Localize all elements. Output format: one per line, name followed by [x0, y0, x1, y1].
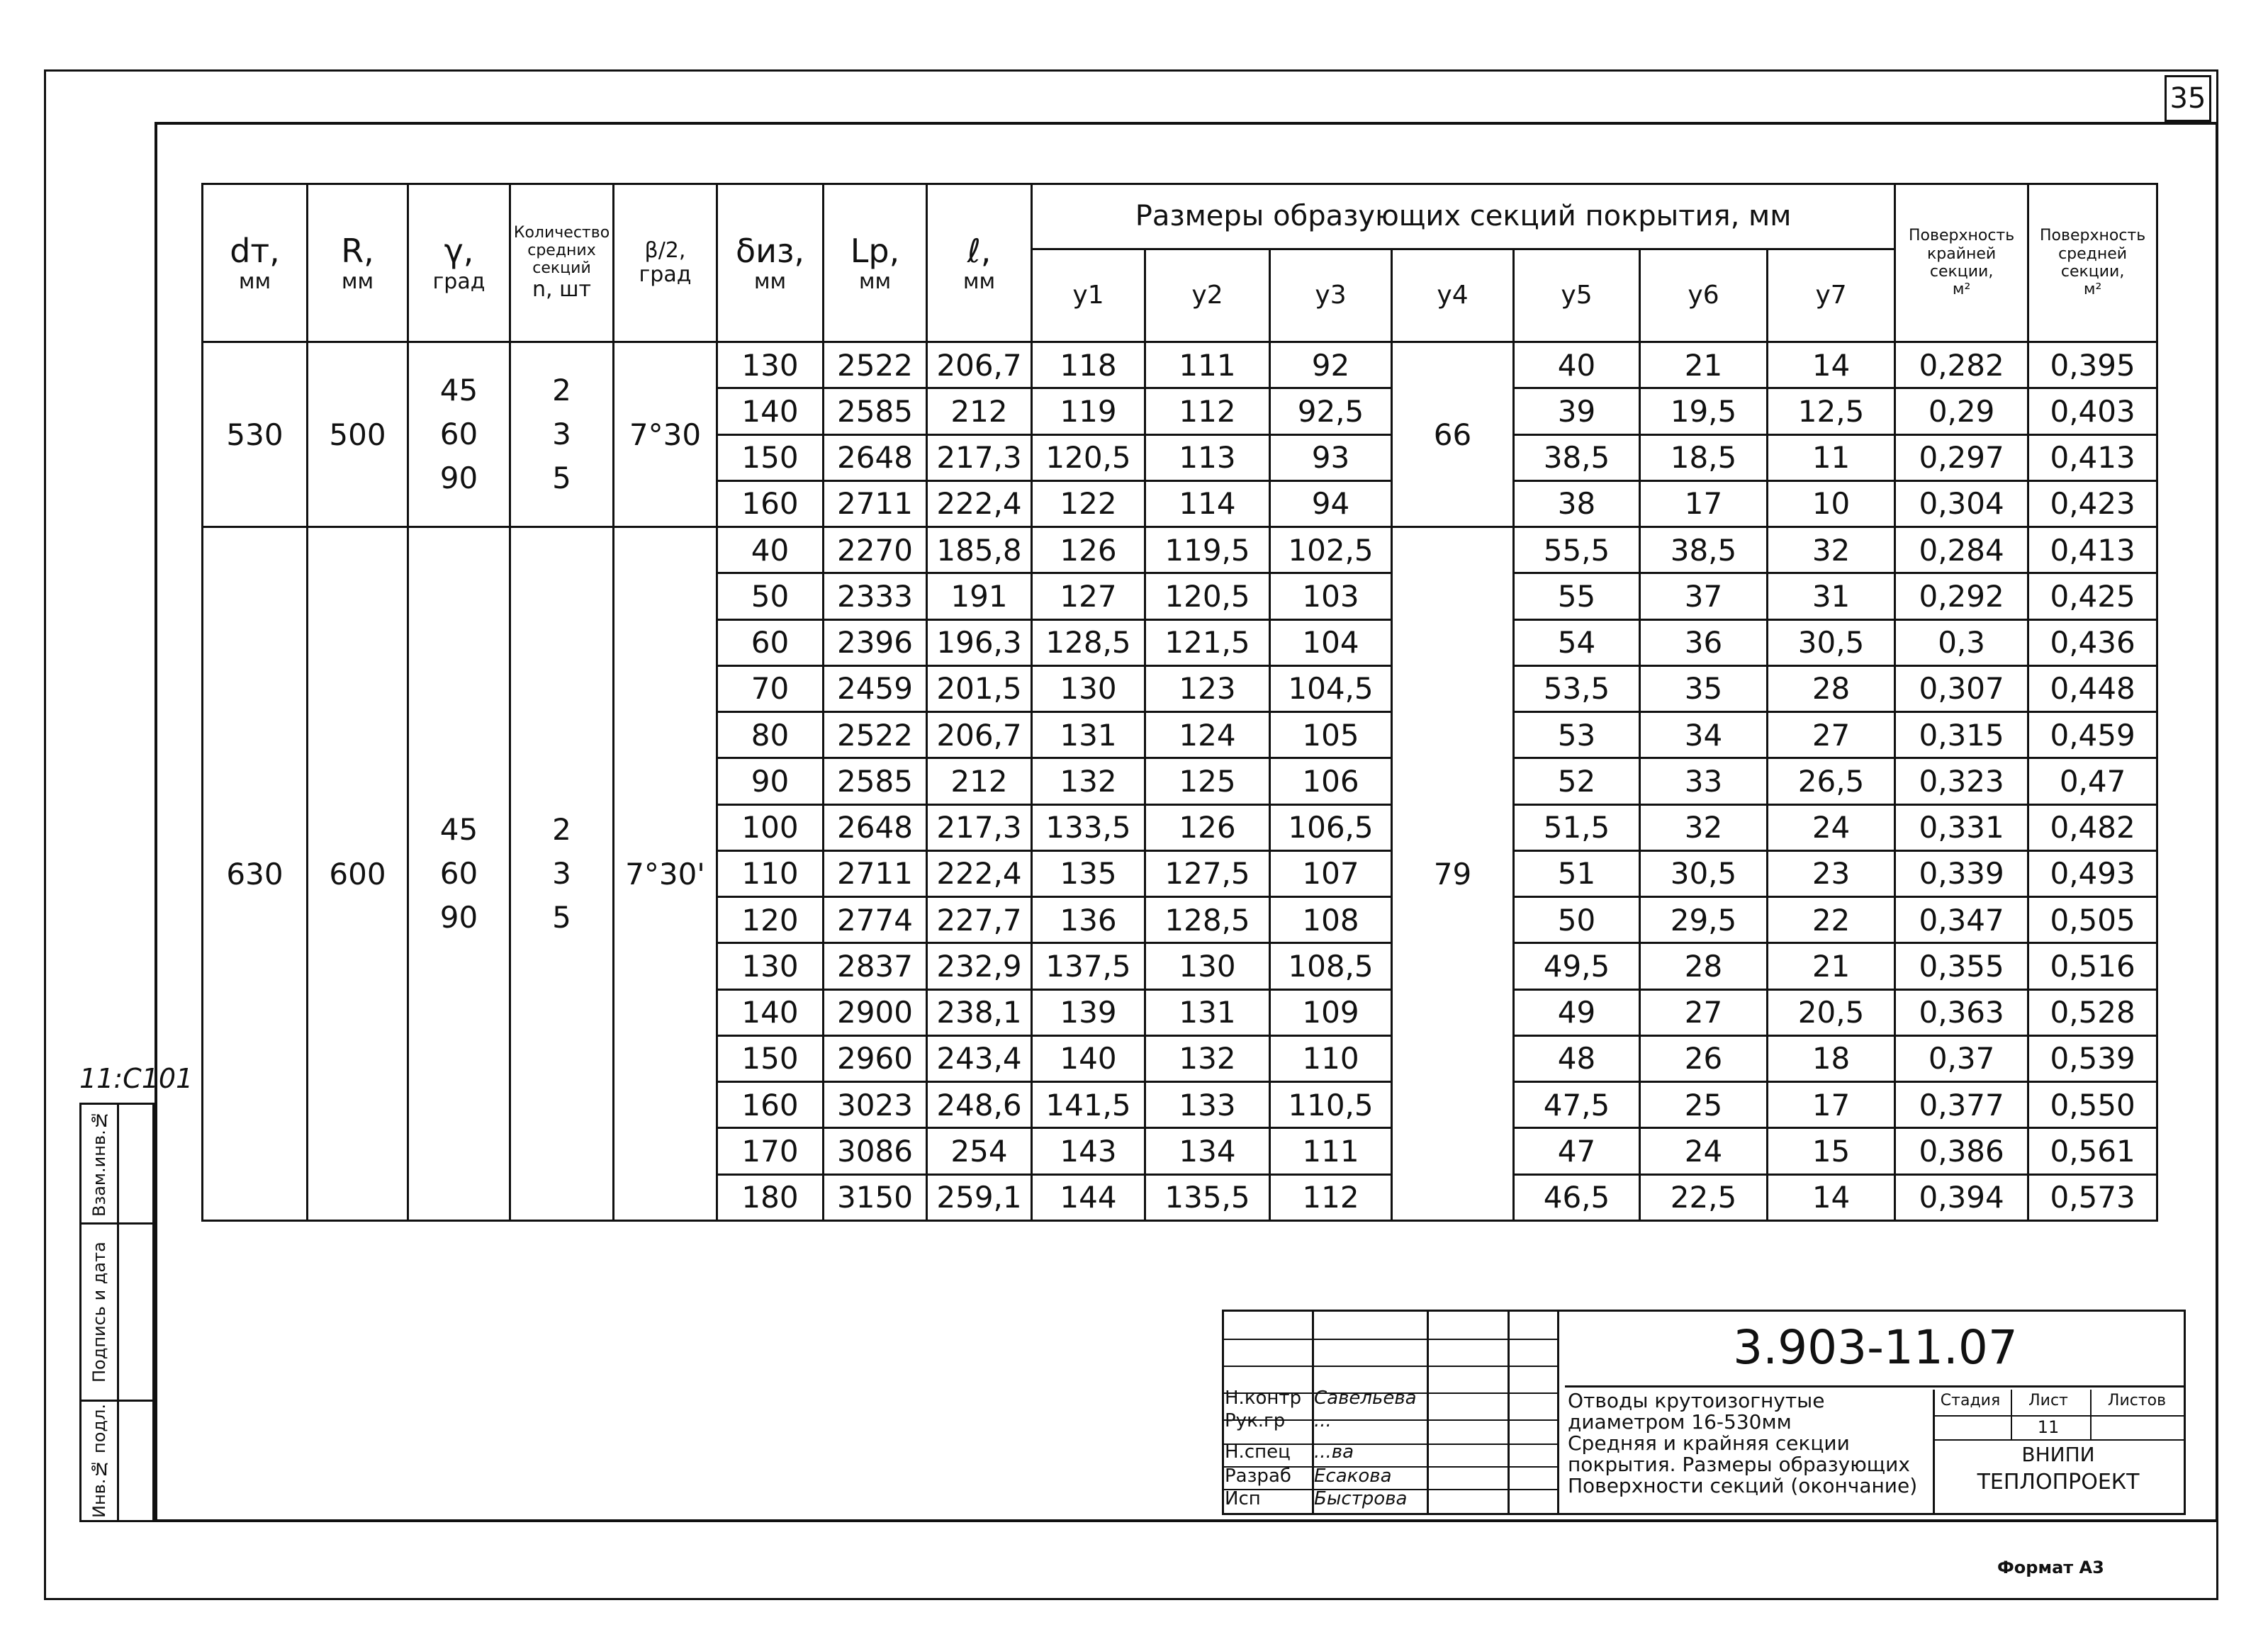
- cell-delta: 140: [717, 989, 824, 1035]
- cell-y1: 122: [1032, 480, 1145, 527]
- cell-surface-mid: 0,516: [2028, 943, 2157, 989]
- cell-y7: 23: [1768, 850, 1895, 896]
- cell-y6: 22,5: [1640, 1174, 1768, 1220]
- cell-y3: 108: [1270, 897, 1392, 943]
- side-stamp: [79, 1103, 155, 1522]
- tb-name-5: Быстрова: [1314, 1488, 1408, 1509]
- cell-y3: 93: [1270, 434, 1392, 480]
- cell-delta: 150: [717, 1035, 824, 1081]
- header-dt: dт, мм: [203, 184, 308, 342]
- cell-y3: 109: [1270, 989, 1392, 1035]
- cell-l: 243,4: [927, 1035, 1032, 1081]
- cell-surface-mid: 0,436: [2028, 619, 2157, 665]
- cell-y3: 105: [1270, 712, 1392, 758]
- cell-surface-mid: 0,561: [2028, 1128, 2157, 1174]
- cell-y3: 104: [1270, 619, 1392, 665]
- cell-y6: 18,5: [1640, 434, 1768, 480]
- cell-y7: 12,5: [1768, 388, 1895, 434]
- cell-lp: 2960: [824, 1035, 927, 1081]
- cell-y3: 92: [1270, 342, 1392, 388]
- gamma-value: 90: [439, 900, 478, 935]
- cell-y3: 106,5: [1270, 804, 1392, 850]
- cell-y2: 127,5: [1145, 850, 1270, 896]
- archive-number: 11:C101: [79, 1063, 193, 1094]
- cell-y1: 133,5: [1032, 804, 1145, 850]
- header-y3: y3: [1270, 249, 1392, 342]
- cell-y7: 20,5: [1768, 989, 1895, 1035]
- cell-y5: 50: [1514, 897, 1640, 943]
- cell-lp: 3150: [824, 1174, 927, 1220]
- cell-surface-mid: 0,539: [2028, 1035, 2157, 1081]
- cell-surface-end: 0,377: [1895, 1082, 2028, 1128]
- cell-surface-mid: 0,413: [2028, 434, 2157, 480]
- cell-l: 212: [927, 758, 1032, 804]
- header-sizes-title: Размеры образующих секций покрытия, мм: [1032, 184, 1895, 249]
- group2-r: 600: [308, 527, 408, 1221]
- side-label-replace: Взам.инв.№: [89, 1110, 109, 1217]
- cell-delta: 100: [717, 804, 824, 850]
- cell-y6: 34: [1640, 712, 1768, 758]
- cell-lp: 2522: [824, 712, 927, 758]
- cell-y2: 111: [1145, 342, 1270, 388]
- cell-y1: 140: [1032, 1035, 1145, 1081]
- cell-y3: 110,5: [1270, 1082, 1392, 1128]
- cell-surface-mid: 0,528: [2028, 989, 2157, 1035]
- cell-l: 206,7: [927, 712, 1032, 758]
- section-count-value: 3: [552, 856, 571, 891]
- section-count-value: 5: [552, 461, 571, 496]
- cell-y1: 120,5: [1032, 434, 1145, 480]
- cell-l: 248,6: [927, 1082, 1032, 1128]
- cell-l: 217,3: [927, 434, 1032, 480]
- group2-n: [510, 527, 614, 1221]
- side-label-inventory: Инв.№ подл.: [89, 1404, 109, 1519]
- cell-y5: 48: [1514, 1035, 1640, 1081]
- cell-y6: 37: [1640, 573, 1768, 619]
- cell-y6: 35: [1640, 665, 1768, 711]
- cell-y6: 25: [1640, 1082, 1768, 1128]
- sections-table: [201, 183, 2158, 1222]
- section-count-value: 5: [552, 900, 571, 935]
- cell-y3: 112: [1270, 1174, 1392, 1220]
- cell-y5: 55: [1514, 573, 1640, 619]
- cell-y7: 32: [1768, 527, 1895, 573]
- cell-y1: 136: [1032, 897, 1145, 943]
- cell-y5: 53: [1514, 712, 1640, 758]
- cell-y5: 38: [1514, 480, 1640, 527]
- cell-y5: 47,5: [1514, 1082, 1640, 1128]
- cell-y7: 26,5: [1768, 758, 1895, 804]
- cell-y7: 28: [1768, 665, 1895, 711]
- header-y5: y5: [1514, 249, 1640, 342]
- cell-delta: 110: [717, 850, 824, 896]
- org-line-2: ТЕПЛОПРОЕКТ: [1977, 1470, 2140, 1495]
- cell-y1: 128,5: [1032, 619, 1145, 665]
- cell-surface-mid: 0,550: [2028, 1082, 2157, 1128]
- group2-gamma: [408, 527, 510, 1221]
- cell-y2: 131: [1145, 989, 1270, 1035]
- cell-y7: 10: [1768, 480, 1895, 527]
- cell-y3: 110: [1270, 1035, 1392, 1081]
- cell-y2: 126: [1145, 804, 1270, 850]
- document-code: 3.903-11.07: [1565, 1310, 2186, 1388]
- cell-lp: 2522: [824, 342, 927, 388]
- cell-y1: 130: [1032, 665, 1145, 711]
- cell-lp: 2585: [824, 758, 927, 804]
- cell-y5: 51,5: [1514, 804, 1640, 850]
- cell-y2: 135,5: [1145, 1174, 1270, 1220]
- cell-y1: 118: [1032, 342, 1145, 388]
- cell-surface-mid: 0,423: [2028, 480, 2157, 527]
- cell-surface-end: 0,315: [1895, 712, 2028, 758]
- group1-gamma: [408, 342, 510, 527]
- cell-y2: 130: [1145, 943, 1270, 989]
- header-lp: Lр, мм: [824, 184, 927, 342]
- cell-y1: 137,5: [1032, 943, 1145, 989]
- cell-delta: 160: [717, 480, 824, 527]
- cell-surface-mid: 0,505: [2028, 897, 2157, 943]
- org-line-1: ВНИПИ: [2021, 1443, 2095, 1466]
- gamma-value: 60: [439, 856, 478, 891]
- group2-dt: 630: [203, 527, 308, 1221]
- cell-surface-end: 0,304: [1895, 480, 2028, 527]
- cell-surface-end: 0,37: [1895, 1035, 2028, 1081]
- cell-y7: 22: [1768, 897, 1895, 943]
- tb-role-5: Исп: [1225, 1488, 1261, 1509]
- cell-lp: 2270: [824, 527, 927, 573]
- cell-y2: 124: [1145, 712, 1270, 758]
- cell-surface-end: 0,394: [1895, 1174, 2028, 1220]
- cell-y5: 51: [1514, 850, 1640, 896]
- section-count-value: 2: [552, 812, 571, 848]
- cell-surface-mid: 0,403: [2028, 388, 2157, 434]
- header-r: R, мм: [308, 184, 408, 342]
- cell-lp: 2774: [824, 897, 927, 943]
- cell-y6: 24: [1640, 1128, 1768, 1174]
- cell-y3: 102,5: [1270, 527, 1392, 573]
- cell-surface-end: 0,29: [1895, 388, 2028, 434]
- cell-l: 222,4: [927, 850, 1032, 896]
- cell-surface-end: 0,282: [1895, 342, 2028, 388]
- cell-y1: 127: [1032, 573, 1145, 619]
- cell-y6: 32: [1640, 804, 1768, 850]
- section-count-value: 3: [552, 417, 571, 452]
- cell-l: 191: [927, 573, 1032, 619]
- cell-surface-mid: 0,459: [2028, 712, 2157, 758]
- cell-l: 238,1: [927, 989, 1032, 1035]
- cell-lp: 2711: [824, 850, 927, 896]
- cell-surface-end: 0,297: [1895, 434, 2028, 480]
- cell-y5: 52: [1514, 758, 1640, 804]
- cell-y2: 128,5: [1145, 897, 1270, 943]
- header-beta: β/2, град: [614, 184, 717, 342]
- cell-y3: 108,5: [1270, 943, 1392, 989]
- gamma-value: 60: [439, 417, 478, 452]
- cell-delta: 120: [717, 897, 824, 943]
- cell-lp: 3086: [824, 1128, 927, 1174]
- cell-surface-mid: 0,425: [2028, 573, 2157, 619]
- header-surface-end: Поверхность крайней секции, м²: [1895, 184, 2028, 342]
- cell-y6: 26: [1640, 1035, 1768, 1081]
- cell-l: 196,3: [927, 619, 1032, 665]
- cell-y5: 54: [1514, 619, 1640, 665]
- cell-y7: 30,5: [1768, 619, 1895, 665]
- cell-delta: 140: [717, 388, 824, 434]
- cell-y5: 47: [1514, 1128, 1640, 1174]
- cell-lp: 2648: [824, 804, 927, 850]
- cell-y5: 49: [1514, 989, 1640, 1035]
- cell-surface-mid: 0,47: [2028, 758, 2157, 804]
- cell-y6: 27: [1640, 989, 1768, 1035]
- cell-y3: 106: [1270, 758, 1392, 804]
- cell-y3: 111: [1270, 1128, 1392, 1174]
- cell-surface-mid: 0,573: [2028, 1174, 2157, 1220]
- cell-y7: 27: [1768, 712, 1895, 758]
- cell-y1: 131: [1032, 712, 1145, 758]
- cell-y7: 14: [1768, 342, 1895, 388]
- cell-y1: 143: [1032, 1128, 1145, 1174]
- cell-y5: 40: [1514, 342, 1640, 388]
- cell-y5: 53,5: [1514, 665, 1640, 711]
- group2-y4: 79: [1392, 527, 1514, 1221]
- sheet-label: Лист: [2028, 1392, 2068, 1409]
- gamma-value: 90: [439, 461, 478, 496]
- document-description: Отводы крутоизогнутые диаметром 16-530мм Средняя и крайняя секции покрытия. Размеры образующих Поверхности секций (окончание): [1568, 1389, 1918, 1497]
- cell-delta: 60: [717, 619, 824, 665]
- tb-role-2: Рук.гр: [1225, 1410, 1286, 1431]
- tb-role-3: Н.спец: [1225, 1441, 1291, 1463]
- cell-y7: 18: [1768, 1035, 1895, 1081]
- cell-y3: 94: [1270, 480, 1392, 527]
- cell-surface-end: 0,339: [1895, 850, 2028, 896]
- cell-surface-end: 0,331: [1895, 804, 2028, 850]
- cell-y6: 29,5: [1640, 897, 1768, 943]
- cell-l: 232,9: [927, 943, 1032, 989]
- header-l: ℓ, мм: [927, 184, 1032, 342]
- cell-lp: 2648: [824, 434, 927, 480]
- header-y7: y7: [1768, 249, 1895, 342]
- cell-delta: 80: [717, 712, 824, 758]
- sheet-value: 11: [2037, 1417, 2060, 1437]
- cell-y2: 119,5: [1145, 527, 1270, 573]
- cell-lp: 2837: [824, 943, 927, 989]
- cell-delta: 160: [717, 1082, 824, 1128]
- cell-l: 254: [927, 1128, 1032, 1174]
- side-label-signature: Подпись и дата: [89, 1242, 109, 1383]
- group1-beta: 7°30: [614, 342, 717, 527]
- cell-y2: 113: [1145, 434, 1270, 480]
- cell-y2: 123: [1145, 665, 1270, 711]
- cell-y2: 133: [1145, 1082, 1270, 1128]
- cell-y6: 38,5: [1640, 527, 1768, 573]
- cell-y5: 46,5: [1514, 1174, 1640, 1220]
- header-y4: y4: [1392, 249, 1514, 342]
- header-y2: y2: [1145, 249, 1270, 342]
- cell-lp: 2711: [824, 480, 927, 527]
- tb-name-3: ...ва: [1314, 1441, 1354, 1463]
- cell-y1: 119: [1032, 388, 1145, 434]
- group1-n: [510, 342, 614, 527]
- cell-y7: 11: [1768, 434, 1895, 480]
- group1-dt: 530: [203, 342, 308, 527]
- cell-y3: 104,5: [1270, 665, 1392, 711]
- cell-y5: 55,5: [1514, 527, 1640, 573]
- gamma-value: 45: [439, 812, 478, 848]
- header-gamma: γ, град: [408, 184, 510, 342]
- cell-y5: 38,5: [1514, 434, 1640, 480]
- header-delta: δиз, мм: [717, 184, 824, 342]
- cell-y2: 121,5: [1145, 619, 1270, 665]
- cell-y3: 103: [1270, 573, 1392, 619]
- group1-y4: 66: [1392, 342, 1514, 527]
- cell-y2: 134: [1145, 1128, 1270, 1174]
- cell-delta: 40: [717, 527, 824, 573]
- cell-y1: 132: [1032, 758, 1145, 804]
- cell-l: 259,1: [927, 1174, 1032, 1220]
- cell-y1: 141,5: [1032, 1082, 1145, 1128]
- stage-label: Стадия: [1940, 1392, 2001, 1409]
- cell-y6: 28: [1640, 943, 1768, 989]
- cell-l: 217,3: [927, 804, 1032, 850]
- cell-l: 206,7: [927, 342, 1032, 388]
- cell-l: 227,7: [927, 897, 1032, 943]
- cell-y2: 112: [1145, 388, 1270, 434]
- cell-y2: 132: [1145, 1035, 1270, 1081]
- cell-delta: 50: [717, 573, 824, 619]
- cell-lp: 3023: [824, 1082, 927, 1128]
- cell-y1: 135: [1032, 850, 1145, 896]
- cell-delta: 170: [717, 1128, 824, 1174]
- header-surface-mid: Поверхность средней секции, м²: [2028, 184, 2157, 342]
- cell-y6: 19,5: [1640, 388, 1768, 434]
- cell-y2: 120,5: [1145, 573, 1270, 619]
- tb-role-4: Разраб: [1225, 1465, 1291, 1487]
- cell-y6: 36: [1640, 619, 1768, 665]
- cell-y1: 126: [1032, 527, 1145, 573]
- cell-y7: 15: [1768, 1128, 1895, 1174]
- cell-surface-mid: 0,493: [2028, 850, 2157, 896]
- cell-surface-mid: 0,448: [2028, 665, 2157, 711]
- header-y6: y6: [1640, 249, 1768, 342]
- cell-lp: 2900: [824, 989, 927, 1035]
- cell-y5: 39: [1514, 388, 1640, 434]
- cell-lp: 2396: [824, 619, 927, 665]
- cell-surface-end: 0,323: [1895, 758, 2028, 804]
- cell-delta: 130: [717, 342, 824, 388]
- cell-delta: 180: [717, 1174, 824, 1220]
- cell-y3: 107: [1270, 850, 1392, 896]
- tb-name-1: Савельева: [1314, 1388, 1417, 1409]
- cell-surface-mid: 0,413: [2028, 527, 2157, 573]
- cell-y7: 14: [1768, 1174, 1895, 1220]
- cell-y6: 21: [1640, 342, 1768, 388]
- table-row: [203, 342, 2157, 388]
- cell-lp: 2585: [824, 388, 927, 434]
- cell-surface-end: 0,363: [1895, 989, 2028, 1035]
- cell-l: 201,5: [927, 665, 1032, 711]
- cell-delta: 150: [717, 434, 824, 480]
- cell-delta: 90: [717, 758, 824, 804]
- format-label: Формат А3: [1997, 1558, 2104, 1577]
- cell-surface-end: 0,292: [1895, 573, 2028, 619]
- header-y1: y1: [1032, 249, 1145, 342]
- cell-y6: 30,5: [1640, 850, 1768, 896]
- cell-surface-mid: 0,482: [2028, 804, 2157, 850]
- tb-name-2: ...: [1314, 1410, 1332, 1431]
- cell-lp: 2459: [824, 665, 927, 711]
- cell-y6: 33: [1640, 758, 1768, 804]
- cell-l: 212: [927, 388, 1032, 434]
- section-count-value: 2: [552, 373, 571, 408]
- cell-y7: 24: [1768, 804, 1895, 850]
- group2-beta: 7°30': [614, 527, 717, 1221]
- group1-r: 500: [308, 342, 408, 527]
- cell-y6: 17: [1640, 480, 1768, 527]
- cell-y2: 114: [1145, 480, 1270, 527]
- cell-delta: 130: [717, 943, 824, 989]
- cell-surface-end: 0,355: [1895, 943, 2028, 989]
- cell-delta: 70: [717, 665, 824, 711]
- cell-y2: 125: [1145, 758, 1270, 804]
- cell-surface-end: 0,307: [1895, 665, 2028, 711]
- cell-surface-mid: 0,395: [2028, 342, 2157, 388]
- header-count: Количество средних секций n, шт: [510, 184, 614, 342]
- cell-lp: 2333: [824, 573, 927, 619]
- tb-name-4: Есакова: [1314, 1465, 1392, 1487]
- cell-y1: 139: [1032, 989, 1145, 1035]
- cell-surface-end: 0,386: [1895, 1128, 2028, 1174]
- cell-l: 185,8: [927, 527, 1032, 573]
- cell-surface-end: 0,347: [1895, 897, 2028, 943]
- cell-surface-end: 0,3: [1895, 619, 2028, 665]
- cell-y7: 21: [1768, 943, 1895, 989]
- tb-role-1: Н.контр: [1225, 1388, 1302, 1409]
- cell-y1: 144: [1032, 1174, 1145, 1220]
- cell-y5: 49,5: [1514, 943, 1640, 989]
- sheet-number: 35: [2165, 75, 2211, 122]
- gamma-value: 45: [439, 373, 478, 408]
- cell-y7: 17: [1768, 1082, 1895, 1128]
- cell-y3: 92,5: [1270, 388, 1392, 434]
- cell-surface-end: 0,284: [1895, 527, 2028, 573]
- cell-y7: 31: [1768, 573, 1895, 619]
- table-row: [203, 527, 2157, 573]
- sheets-label: Листов: [2107, 1392, 2167, 1409]
- cell-l: 222,4: [927, 480, 1032, 527]
